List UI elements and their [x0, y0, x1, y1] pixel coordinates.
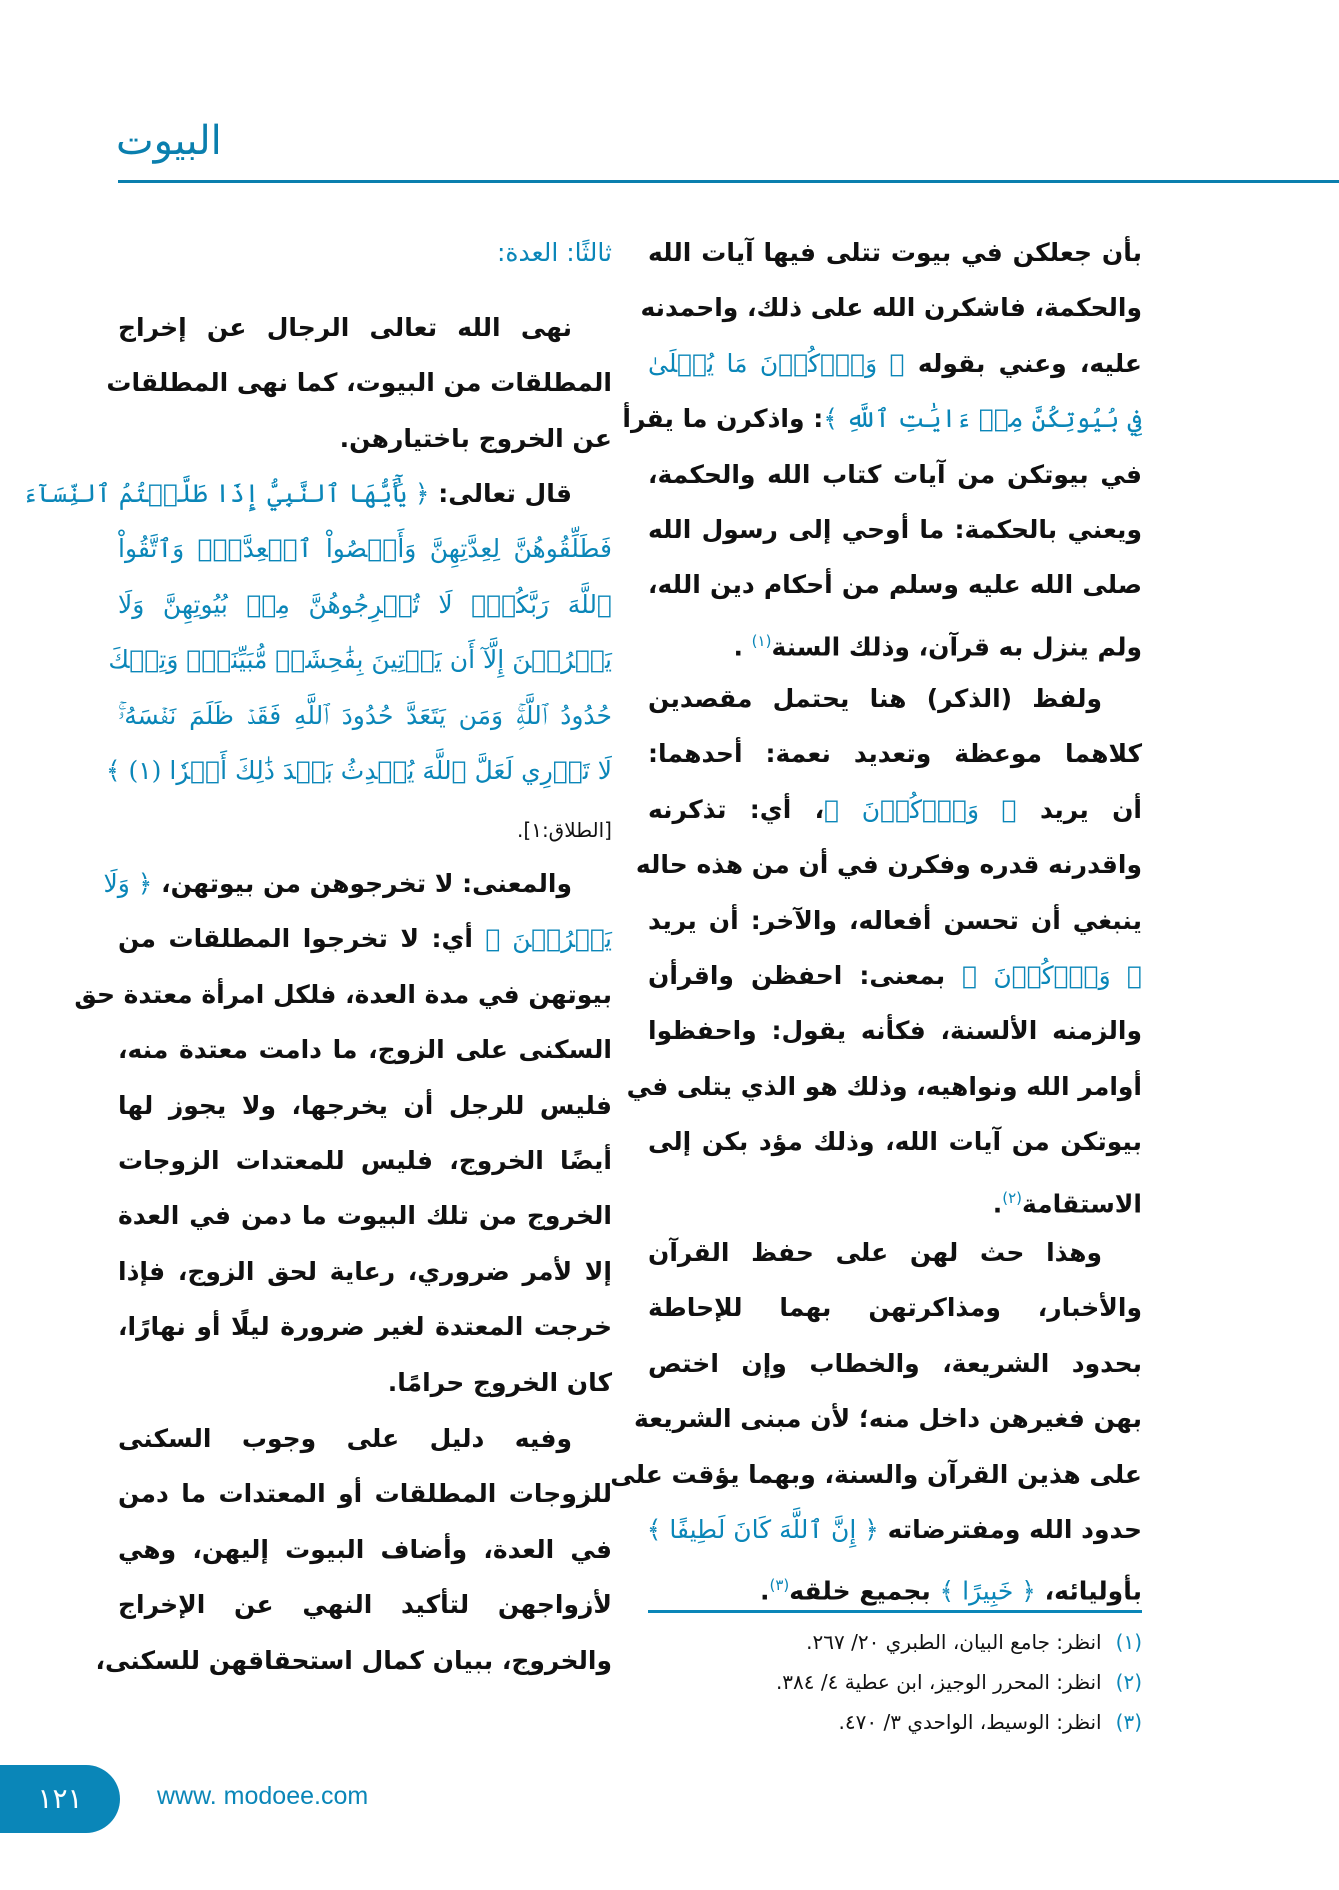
text-line	[635, 837, 1142, 893]
footnote-1	[648, 1622, 1142, 1662]
quran-verse: ﴿ إِنَّ ٱللَّهَ كَانَ لَطِيفًا ﴾	[646, 1515, 879, 1544]
text-line	[105, 743, 612, 799]
body-text: والخروج، ببيان كمال استحقاقهن للسكنى،	[95, 1645, 612, 1675]
body-text: ، أي: تذكرنه	[648, 794, 825, 824]
text-line	[648, 1170, 1142, 1226]
body-text: في بيوتكن من آيات كتاب الله والحكمة،	[648, 459, 1142, 489]
text-line	[648, 1003, 1142, 1059]
body-text: بيوتكن من آيات الله، وذلك مؤد بكن إلى	[648, 1127, 1142, 1157]
text-line	[634, 1391, 1142, 1447]
body-text: وهذا حث لهن على حفظ القرآن	[648, 1238, 1102, 1267]
body-text: صلى الله عليه وسلم من أحكام دين الله،	[648, 570, 1142, 600]
text-line	[118, 1133, 612, 1189]
body-text: كان الخروج حرامًا.	[387, 1367, 612, 1397]
body-text: الخروج من تلك البيوت ما دمن في العدة	[118, 1201, 612, 1231]
text-line	[118, 1078, 612, 1134]
text-line	[622, 391, 1142, 447]
text-line	[118, 1355, 612, 1411]
text-line	[640, 280, 1142, 336]
body-text: نهى الله تعالى الرجال عن إخراج	[118, 313, 572, 342]
body-text: للزوجات المطلقات أو المعتدات ما دمن	[118, 1479, 612, 1509]
body-text: بهن فغيرهن داخل منه؛ لأن مبنى الشريعة	[634, 1404, 1142, 1434]
quran-verse: ﴿ خَبِيرًا ﴾	[939, 1576, 1036, 1606]
body-text: وفيه دليل على وجوب السكنى	[118, 1424, 572, 1453]
footnote-text: انظر: المحرر الوجيز، ابن عطية ٤/ ٣٨٤.	[775, 1670, 1102, 1694]
body-text: أيضًا الخروج، فليس للمعتدات الزوجات	[118, 1146, 612, 1175]
text-line	[648, 1114, 1142, 1170]
text-line	[648, 557, 1142, 613]
footnote-marker: (٢)	[1002, 1188, 1022, 1207]
text-line	[648, 502, 1142, 558]
text-line	[648, 225, 1142, 281]
text-line	[118, 1466, 612, 1522]
section-heading: ثالثًا: العدة:	[497, 238, 612, 267]
body-text: أوامر الله ونواهيه، وذلك هو الذي يتلى في	[626, 1071, 1142, 1101]
text-line	[118, 1188, 612, 1244]
body-text: الاستقامة	[1022, 1188, 1142, 1218]
footnote-number: (٣)	[1115, 1710, 1142, 1734]
body-text: المطلقات من البيوت، كما نهى المطلقات	[106, 368, 612, 398]
quran-verse: ﴿ وَٱذۡكُرۡنَ ﴾	[962, 961, 1143, 990]
body-text: لأزواجهن لتأكيد النهي عن الإخراج	[118, 1590, 612, 1620]
body-text: قال تعالى:	[429, 479, 572, 508]
footnote-3	[648, 1702, 1142, 1742]
text-line	[118, 1022, 612, 1078]
text-line	[648, 336, 1142, 392]
body-text: السكنى على الزوج، ما دامت معتدة منه،	[118, 1035, 612, 1065]
body-text: والزمنه الألسنة، فكأنه يقول: واحفظوا	[648, 1016, 1142, 1046]
text-line	[103, 856, 612, 912]
body-text: عن الخروج باختيارهن.	[339, 423, 612, 453]
quran-verse: فَطَلِّقُوهُنَّ لِعِدَّتِهِنَّ وَأَحۡصُواْ ٱلۡعِدَّةَۖ وَٱتَّقُواْ	[118, 534, 612, 564]
text-line	[648, 613, 1142, 669]
verse-reference: [الطلاق:١].	[517, 818, 612, 842]
body-text: بحدود الشريعة، والخطاب وإن اختص	[648, 1348, 1142, 1378]
text-line	[22, 466, 612, 522]
footnote-text: انظر: جامع البيان، الطبري ٢٠/ ٢٦٧.	[806, 1630, 1102, 1654]
body-text: والأخبار، ومذاكرتهن بهما للإحاطة	[648, 1293, 1142, 1323]
body-text: أن يريد	[1016, 794, 1142, 824]
text-line	[118, 521, 612, 577]
text-line	[74, 967, 612, 1023]
body-text: إلا لأمر ضروري، رعاية لحق الزوج، فإذا	[118, 1256, 612, 1286]
footnote-number: (١)	[1115, 1630, 1142, 1654]
body-text: بجميع خلقه	[789, 1576, 940, 1606]
text-line	[626, 1059, 1142, 1115]
body-text: بأن جعلكن في بيوت تتلى فيها آيات الله	[648, 238, 1142, 267]
body-text: خرجت المعتدة لغير ضرورة ليلًا أو نهارًا،	[118, 1312, 612, 1342]
footnote-separator	[648, 1610, 1142, 1613]
text-line	[648, 447, 1142, 503]
text-line	[118, 1244, 612, 1300]
header-rule	[118, 180, 1339, 183]
body-text: على هذين القرآن والسنة، وبهما يؤقت على	[610, 1459, 1142, 1489]
body-text: بيوتهن في مدة العدة، فلكل امرأة معتدة حق	[74, 979, 612, 1009]
text-line	[118, 225, 612, 281]
body-text: ولم ينزل به قرآن، وذلك السنة	[771, 632, 1142, 662]
text-line	[95, 1633, 612, 1689]
body-text: .	[733, 632, 752, 662]
body-text: واقدرنه قدره وفكرن في أن من هذه حاله	[635, 850, 1142, 880]
quran-verse: فِي بُيُوتِكُنَّ مِنۡ ءَايَٰتِ ٱللَّهِ ﴾	[823, 404, 1142, 434]
body-text: والمعنى: لا تخرجوهن من بيوتهن،	[152, 869, 572, 898]
text-line	[118, 300, 612, 356]
text-line	[118, 801, 612, 857]
body-text: ولفظ (الذكر) هنا يحتمل مقصدين	[648, 684, 1102, 713]
body-text: كلاهما موعظة وتعديد نعمة: أحدهما:	[648, 739, 1142, 769]
text-line	[648, 726, 1142, 782]
quran-verse: ٱللَّهَ رَبَّكُمۡۖ لَا تُخۡرِجُوهُنَّ مِنۢ بُيُوتِهِنَّ وَلَا	[118, 589, 612, 619]
text-line	[118, 688, 612, 744]
quran-verse: ﴿ وَٱذۡكُرۡنَ مَا يُتۡلَىٰ	[648, 348, 905, 378]
text-line	[648, 671, 1142, 727]
body-text: .	[759, 1576, 770, 1606]
text-line	[648, 782, 1142, 838]
body-text: ويعني بالحكمة: ما أوحي إلى رسول الله	[648, 515, 1142, 544]
page-number: ١٢١	[0, 1765, 120, 1833]
quran-verse: لَا تَدۡرِي لَعَلَّ ٱللَّهَ يُحۡدِثُ بَعۡدَ ذَٰلِكَ أَمۡرٗا (١) ﴾	[105, 756, 612, 785]
quran-verse: يَخۡرُجۡنَ ﴾	[485, 924, 612, 954]
footnote-marker: (٣)	[769, 1576, 790, 1595]
text-line	[118, 1299, 612, 1355]
footnote-text: انظر: الوسيط، الواحدي ٣/ ٤٧٠.	[838, 1710, 1102, 1734]
quran-verse: حُدُودُ ٱللَّهِۚ وَمَن يَتَعَدَّ حُدُودَ ٱللَّهِ فَقَدۡ ظَلَمَ نَفۡسَهُۥۚ	[118, 700, 612, 730]
running-header-title: البيوت	[116, 118, 222, 164]
quran-verse: ﴿ يَٰٓأَيُّهَا ٱلنَّبِيُّ إِذَا طَلَّقۡتُمُ ٱلنِّسَآءَ	[22, 479, 430, 508]
text-line	[648, 1502, 1142, 1558]
text-line	[108, 632, 612, 688]
text-line	[648, 1557, 1142, 1613]
website-url[interactable]: www. modoee.com	[157, 1782, 369, 1810]
text-line	[106, 355, 612, 411]
text-line	[118, 577, 612, 633]
body-text: : واذكرن ما يقرأ	[622, 404, 824, 434]
text-line	[118, 1577, 612, 1633]
body-text: فليس للرجل أن يخرجها، ولا يجوز لها	[118, 1090, 612, 1120]
text-line	[118, 911, 612, 967]
body-text: عليه، وعني بقوله	[904, 348, 1142, 378]
body-text: بأوليائه،	[1035, 1576, 1142, 1606]
text-line	[648, 1225, 1142, 1281]
body-text: حدود الله ومفترضاته	[878, 1515, 1142, 1544]
body-text: ينبغي أن تحسن أفعاله، والآخر: أن يريد	[648, 905, 1142, 935]
body-text: في العدة، وأضاف البيوت إليهن، وهي	[118, 1534, 612, 1564]
quran-verse: ﴿ وَٱذۡكُرۡنَ ﴾	[824, 794, 1017, 824]
body-text: أي: لا تخرجوا المطلقات من	[118, 924, 486, 954]
quran-verse: ﴿ وَلَا	[103, 869, 153, 898]
text-line	[118, 1411, 612, 1467]
body-text: بمعنى: احفظن واقرأن	[648, 961, 963, 990]
footnote-number: (٢)	[1115, 1670, 1142, 1694]
footnote-marker: (١)	[751, 631, 772, 650]
text-line	[648, 1336, 1142, 1392]
text-line	[118, 411, 612, 467]
text-line	[610, 1447, 1142, 1503]
footnote-2	[648, 1662, 1142, 1702]
body-text: .	[992, 1188, 1003, 1218]
text-line	[648, 948, 1142, 1004]
body-text: والحكمة، فاشكرن الله على ذلك، واحمدنه	[640, 293, 1142, 323]
quran-verse: يَخۡرُجۡنَ إِلَّآ أَن يَأۡتِينَ بِفَٰحِشَةٖ مُّبَيِّنَةٖۚ وَتِلۡكَ	[108, 645, 612, 675]
text-line	[648, 1280, 1142, 1336]
text-line	[118, 1522, 612, 1578]
text-line	[648, 893, 1142, 949]
